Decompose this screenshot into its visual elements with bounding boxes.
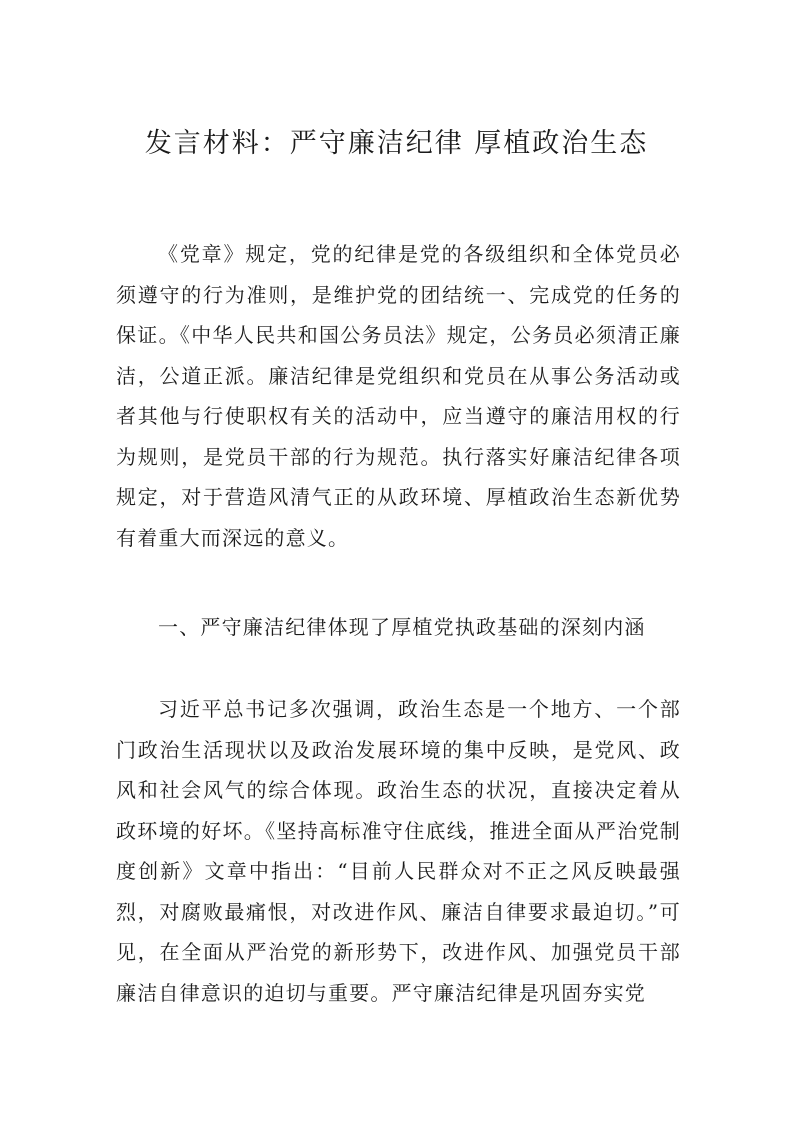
section-heading: 一、严守廉洁纪律体现了厚植党执政基础的深刻内涵	[158, 615, 646, 639]
section-paragraph: 习近平总书记多次强调，政治生态是一个地方、一个部门政治生活现状以及政治发展环境的集中反映，是党风、政风和社会风气的综合体现。政治生态的状况，直接决定着从政环境的好坏。《坚持高标准守住底线，推进全面从严治党制度创新》文章中指出：“目前人民群众对不正之风反映最强烈，对腐败最痛恨，对改进作风、廉洁自律要求最迫切。”可见，在全面从严治党的新形势下，改进作风、加强党员干部廉洁自律意识的迫切与重要。严守廉洁纪律是巩固夯实党	[116, 697, 681, 1005]
intro-paragraph: 《党章》规定，党的纪律是党的各级组织和全体党员必须遵守的行为准则，是维护党的团结统一、完成党的任务的保证。《中华人民共和国公务员法》规定，公务员必须清正廉洁，公道正派。廉洁纪律是党组织和党员在从事公务活动或者其他与行使职权有关的活动中，应当遵守的廉洁用权的行为规则，是党员干部的行为规范。执行落实好廉洁纪律各项规定，对于营造风清气正的从政环境、厚植政治生态新优势有着重大而深远的意义。	[116, 242, 681, 550]
document-title: 发言材料：严守廉洁纪律 厚植政治生态	[144, 128, 649, 159]
